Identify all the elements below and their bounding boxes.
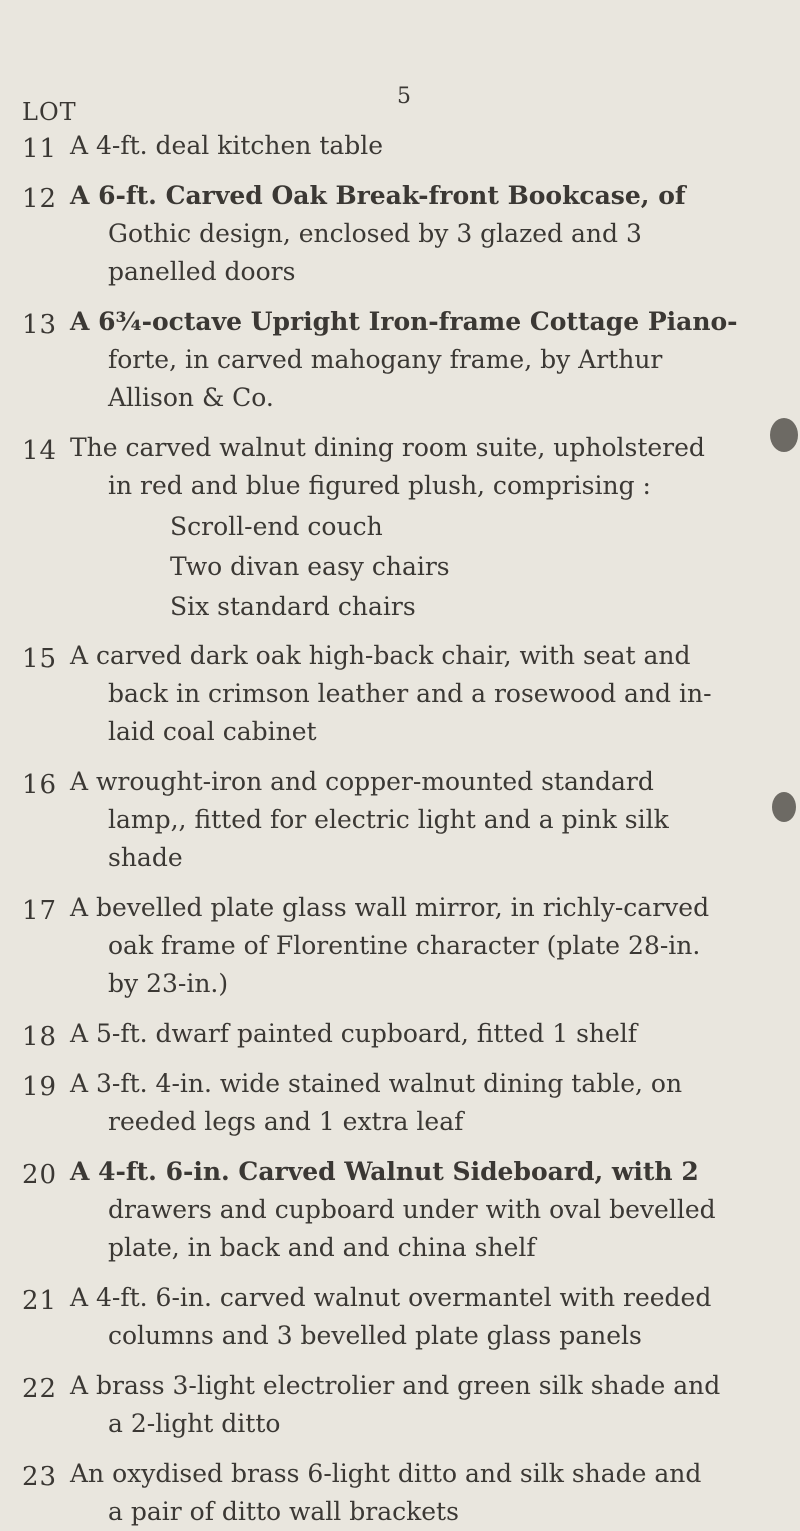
lot-number: 20 [22, 1160, 58, 1190]
lot-description-line: laid coal cabinet [108, 717, 317, 746]
lot-description [70, 1455, 790, 1531]
lot-number: 16 [22, 770, 58, 800]
lot-description-line: The carved walnut dining room suite, upholstered [70, 433, 705, 462]
lot-number: 15 [22, 644, 58, 674]
lot-number: 21 [22, 1286, 58, 1316]
lot-description [70, 1367, 790, 1443]
lot-description-line: Gothic design, enclosed by 3 glazed and 3 [108, 219, 642, 248]
lot-number: 12 [22, 184, 58, 214]
lot-description-line: by 23-in.) [108, 969, 229, 998]
lot-sub-item: Six standard chairs [170, 592, 416, 621]
lot-description [70, 763, 790, 877]
lot-number: 23 [22, 1462, 58, 1492]
lot-description-line: lamp,, fitted for electric light and a pink silk [108, 805, 669, 834]
lot-description [70, 1279, 790, 1355]
lot-description-line: A 4-ft. 6-in. carved walnut overmantel with reeded [70, 1283, 712, 1312]
lot-sub-item: Scroll-end couch [170, 512, 383, 541]
lot-description-line: A 6-ft. Carved Oak Break-front Bookcase, of [70, 181, 686, 210]
lot-description-line: in red and blue figured plush, comprising : [108, 471, 651, 500]
lot-description-line: A 4-ft. deal kitchen table [70, 131, 384, 160]
lot-description-line: drawers and cupboard under with oval bevelled [108, 1195, 716, 1224]
lot-description-line: forte, in carved mahogany frame, by Arthur [108, 345, 663, 374]
lot-description-line: a 2-light ditto [108, 1409, 281, 1438]
lot-description-line: A wrought-iron and copper-mounted standard [70, 767, 654, 796]
lot-description [70, 1015, 790, 1053]
lot-description [70, 303, 790, 417]
lot-description-line: panelled doors [108, 257, 296, 286]
lot-description [70, 889, 790, 1003]
lot-description-line: A carved dark oak high-back chair, with seat and [70, 641, 691, 670]
lot-description-line: A bevelled plate glass wall mirror, in richly-carved [70, 893, 710, 922]
lot-description-line: oak frame of Florentine character (plate 28-in. [108, 931, 701, 960]
lot-column-heading: LOT [22, 98, 77, 126]
lot-description-line: A 3-ft. 4-in. wide stained walnut dining table, on [70, 1069, 683, 1098]
lot-number: 19 [22, 1072, 58, 1102]
lot-description-line: A 5-ft. dwarf painted cupboard, fitted 1 shelf [70, 1019, 638, 1048]
lot-sub-items [70, 507, 790, 627]
lot-description-line: reeded legs and 1 extra leaf [108, 1107, 464, 1136]
lot-description-line: A brass 3-light electrolier and green silk shade and [70, 1371, 721, 1400]
lot-description-line: Allison & Co. [108, 383, 274, 412]
lot-description-line: A 4-ft. 6-in. Carved Walnut Sideboard, with 2 [70, 1157, 699, 1186]
lot-number: 13 [22, 310, 58, 340]
page-number: 5 [397, 84, 411, 109]
lot-description-line: shade [108, 843, 183, 872]
lot-number: 11 [22, 134, 58, 164]
lot-description [70, 637, 790, 751]
lot-description [70, 1065, 790, 1141]
lot-number: 17 [22, 896, 58, 926]
lot-description-line: An oxydised brass 6-light ditto and silk shade and [70, 1459, 702, 1488]
lot-description [70, 1153, 790, 1267]
lot-number: 14 [22, 436, 58, 466]
lot-description-line: back in crimson leather and a rosewood and in- [108, 679, 712, 708]
lot-description [70, 429, 790, 627]
lot-sub-item: Two divan easy chairs [170, 552, 450, 581]
lot-description [70, 127, 790, 165]
lot-description-line: A 6¾-octave Upright Iron-frame Cottage Piano- [70, 307, 738, 336]
lot-description-line: columns and 3 bevelled plate glass panels [108, 1321, 642, 1350]
lot-description-line: plate, in back and and china shelf [108, 1233, 536, 1262]
lot-number: 18 [22, 1022, 58, 1052]
lot-number: 22 [22, 1374, 58, 1404]
lot-description-line: a pair of ditto wall brackets [108, 1497, 459, 1526]
lot-description [70, 177, 790, 291]
